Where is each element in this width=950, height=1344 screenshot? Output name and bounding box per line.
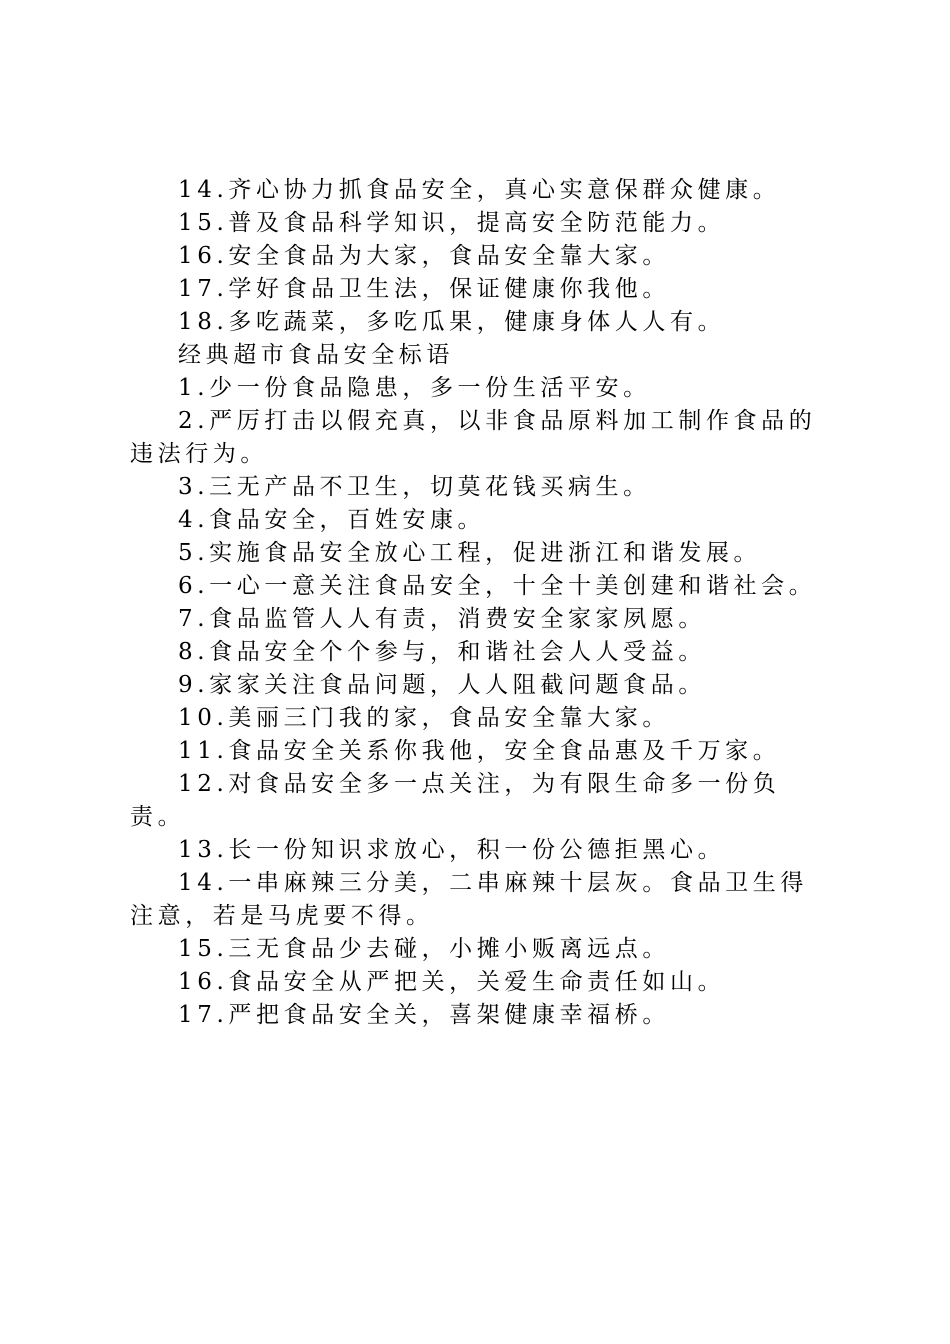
paragraph-slogan-8: 8.食品安全个个参与，和谐社会人人受益。 [178,639,706,665]
document-body [130,174,830,1032]
paragraph-slogan-2: 2.严厉打击以假充真，以非食品原料加工制作食品的违法行为。 [130,408,817,467]
paragraph-slogan-14a: 14.齐心协力抓食品安全，真心实意保群众健康。 [178,177,781,203]
paragraph-slogan-18a: 18.多吃蔬菜，多吃瓜果，健康身体人人有。 [178,309,726,335]
paragraph-slogan-17a: 17.学好食品卫生法，保证健康你我他。 [178,276,670,302]
paragraph-slogan-16a: 16.安全食品为大家，食品安全靠大家。 [178,243,670,269]
paragraph-slogan-4: 4.食品安全，百姓安康。 [178,507,486,533]
paragraph-slogan-3: 3.三无产品不卫生，切莫花钱买病生。 [178,474,651,500]
paragraph-slogan-6: 6.一心一意关注食品安全，十全十美创建和谐社会。 [178,573,817,599]
paragraph-slogan-15a: 15.普及食品科学知识，提高安全防范能力。 [178,210,726,236]
paragraph-slogan-7: 7.食品监管人人有责，消费安全家家夙愿。 [178,606,706,632]
paragraph-slogan-11: 11.食品安全关系你我他，安全食品惠及千万家。 [178,738,781,764]
paragraph-slogan-10: 10.美丽三门我的家，食品安全靠大家。 [178,705,670,731]
paragraph-slogan-16b: 16.食品安全从严把关，关爱生命责任如山。 [178,969,726,995]
section-heading: 经典超市食品安全标语 [178,342,454,368]
paragraph-slogan-14b: 14.一串麻辣三分美，二串麻辣十层灰。食品卫生得注意，若是马虎要不得。 [130,870,808,929]
paragraph-slogan-12: 12.对食品安全多一点关注，为有限生命多一份负责。 [130,771,781,830]
paragraph-slogan-13: 13.长一份知识求放心，积一份公德拒黑心。 [178,837,726,863]
paragraph-slogan-5: 5.实施食品安全放心工程，促进浙江和谐发展。 [178,540,762,566]
paragraph-slogan-15b: 15.三无食品少去碰，小摊小贩离远点。 [178,936,670,962]
paragraph-slogan-17b: 17.严把食品安全关，喜架健康幸福桥。 [178,1002,670,1028]
paragraph-slogan-9: 9.家家关注食品问题，人人阻截问题食品。 [178,672,706,698]
paragraph-slogan-1: 1.少一份食品隐患，多一份生活平安。 [178,375,651,401]
